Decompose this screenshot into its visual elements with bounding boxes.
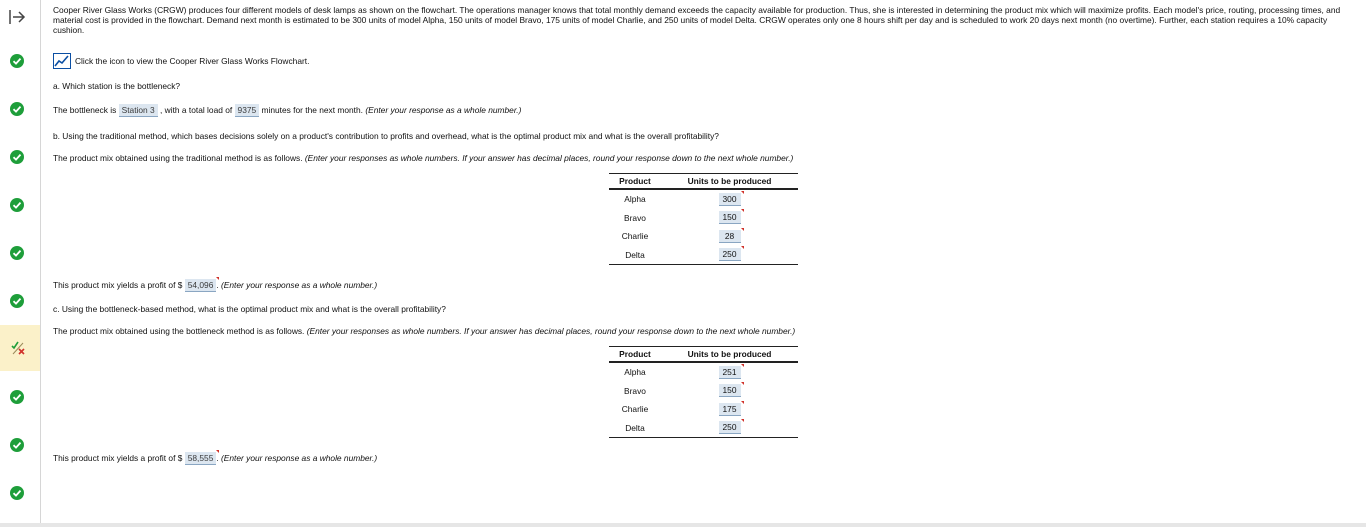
column-header: Units to be produced <box>661 174 798 190</box>
column-header: Units to be produced <box>661 347 798 363</box>
chart-icon[interactable] <box>53 53 71 69</box>
flowchart-link-text: Click the icon to view the Cooper River Glass Works Flowchart. <box>75 56 310 67</box>
question-status-sidebar <box>0 0 41 523</box>
product-mix-table-bottleneck <box>609 346 798 438</box>
table-row: Bravo 150 <box>609 209 798 228</box>
expand-panel-icon[interactable] <box>8 8 26 26</box>
flowchart-link-row[interactable] <box>53 54 309 70</box>
partial-credit-icon <box>10 340 26 356</box>
units-answer[interactable]: 150 <box>719 211 741 224</box>
profit-answer-bottleneck[interactable]: 58,555 <box>185 452 217 465</box>
correct-check-icon <box>10 438 24 452</box>
table-row: Bravo 150 <box>609 382 798 401</box>
total-load-answer[interactable]: 9375 <box>235 104 260 117</box>
table-row: Delta 250 <box>609 246 798 265</box>
problem-statement: Cooper River Glass Works (CRGW) produces four different models of desk lamps as shown on the flowchart. The operations manager knows that total monthly demand exceeds the capacity available for production. Thus, she is interested in determining the product mix which will maximize profits. Each model's price, routing, processing times, and material cost is provided in the flowchart. Demand next month is estimated to be 300 units of model Alpha, 150 units of model Bravo, 175 units of model Charlie, and 250 units of model Delta. CRGW operates only one 8 hours shift per day and is scheduled to work 20 days next month (no overtime). Further, each station requires a 10% capacity cushion. <box>53 5 1341 35</box>
correct-check-icon <box>10 294 24 308</box>
profit-answer-traditional[interactable]: 54,096 <box>185 279 217 292</box>
table-row: Alpha 300 <box>609 189 798 209</box>
profit-b-row: This product mix yields a profit of $ 54,096 . (Enter your response as a whole number.) <box>53 280 378 290</box>
profit-c-row: This product mix yields a profit of $ 58,555 . (Enter your response as a whole number.) <box>53 453 378 463</box>
column-header: Product <box>609 347 661 363</box>
correct-check-icon <box>10 102 24 116</box>
table-row: Delta 250 <box>609 419 798 438</box>
correct-check-icon <box>10 54 24 68</box>
answer-a-row: The bottleneck is Station 3 , with a total load of 9375 minutes for the next month. (Enter your response as a whole number.) <box>53 105 522 115</box>
correct-check-icon <box>10 198 24 212</box>
units-answer[interactable]: 175 <box>719 403 741 416</box>
units-answer[interactable]: 28 <box>719 230 741 243</box>
table-row: Alpha 251 <box>609 362 798 382</box>
units-answer[interactable]: 300 <box>719 193 741 206</box>
product-mix-table-traditional <box>609 173 798 265</box>
units-answer[interactable]: 250 <box>719 248 741 261</box>
correct-check-icon <box>10 390 24 404</box>
instruction-c: The product mix obtained using the bottleneck method is as follows. (Enter your responses as whole numbers. If your answer has decimal places, round your response down to the next whole number.) <box>53 326 796 336</box>
units-answer[interactable]: 251 <box>719 366 741 379</box>
correct-check-icon <box>10 246 24 260</box>
correct-check-icon <box>10 486 24 500</box>
question-b: b. Using the traditional method, which bases decisions solely on a product's contribution to profits and overhead, what is the optimal product mix and what is the overall profitability? <box>53 131 719 141</box>
units-answer[interactable]: 150 <box>719 384 741 397</box>
question-a: a. Which station is the bottleneck? <box>53 81 181 91</box>
question-c: c. Using the bottleneck-based method, what is the optimal product mix and what is the overall profitability? <box>53 304 446 314</box>
column-header: Product <box>609 174 661 190</box>
correct-check-icon <box>10 150 24 164</box>
table-row: Charlie 28 <box>609 227 798 246</box>
bottleneck-station-answer[interactable]: Station 3 <box>119 104 158 117</box>
instruction-b: The product mix obtained using the traditional method is as follows. (Enter your responses as whole numbers. If your answer has decimal places, round your response down to the next whole number.) <box>53 153 794 163</box>
table-row: Charlie 175 <box>609 400 798 419</box>
units-answer[interactable]: 250 <box>719 421 741 434</box>
bottom-scrollbar-track[interactable] <box>0 523 1366 527</box>
